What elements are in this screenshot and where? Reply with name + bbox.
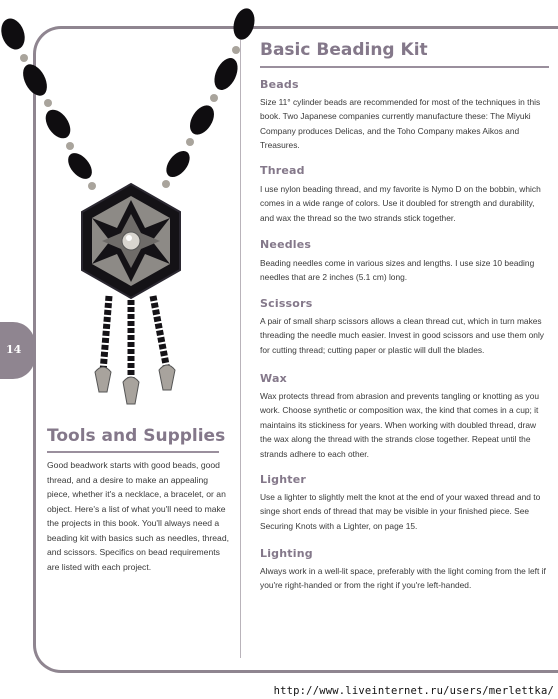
section-needles-heading: Needles	[260, 238, 312, 251]
section-lighter-heading: Lighter	[260, 473, 307, 486]
section-needles-body: Beading needles come in various sizes and lengths. I use size 10 beading needles that are 2 inches (5.1 cm) long.	[260, 258, 535, 283]
hexagon-pendant	[82, 184, 180, 298]
section-scissors-heading: Scissors	[260, 297, 313, 310]
section-thread-heading: Thread	[260, 164, 305, 177]
necklace-strand-left	[0, 15, 97, 190]
left-title-rule	[47, 451, 219, 453]
beaded-necklace-photo	[0, 0, 260, 420]
necklace-strand-right	[162, 6, 258, 188]
section-scissors-body: A pair of small sharp scissors allows a clean thread cut, which in turn makes threading the needle much easier. Invest in good scissors and use them only for cutting thread; cutting paper or plastic will dull the blades.	[260, 316, 544, 355]
basic-beading-kit-title: Basic Beading Kit	[260, 40, 428, 60]
section-wax-body: Wax protects thread from abrasion and prevents tangling or knotting as you work. Choose synthetic or composition wax, the kind that comes in a cup; it maintains its stickiness for years. When working with doubled thread, draw the wax along the thread with the strands close together. Repeat until the strands adhere to each other.	[260, 391, 540, 459]
tools-and-supplies-body: Good beadwork starts with good beads, good thread, and a desire to make an appealing piece, whether it's a necklace, a bracelet, or an object. Here's a list of what you'll need to make the projects in this book. You'll always need a beading kit with basics such as needles, thread, and scissors. Specifics on bead requirements are listed with each project.	[47, 460, 230, 572]
page-number: 14	[6, 343, 22, 356]
pendant-fringe	[95, 296, 175, 404]
watermark-url: http://www.liveinternet.ru/users/merlettka/	[273, 685, 554, 697]
section-lighting-heading: Lighting	[260, 547, 313, 560]
tools-and-supplies-title: Tools and Supplies	[47, 426, 226, 446]
section-beads-body: Size 11° cylinder beads are recommended for most of the techniques in this book. Two Japanese companies currently manufacture these: The Miyuki Company produces Delicas, and the Toho Company makes Aikos and Treasures.	[260, 97, 541, 151]
section-thread-body: I use nylon beading thread, and my favorite is Nymo D on the bobbin, which comes in a wide range of colors. Use it doubled for strength and durability, and wax the thread so the two strands stick together.	[260, 184, 541, 223]
section-lighter-body: Use a lighter to slightly melt the knot at the end of your waxed thread and to singe short ends of thread that may be visible in your finished piece. See Securing Knots with a Lighter, on page 15.	[260, 492, 541, 531]
section-wax-heading: Wax	[260, 372, 287, 385]
main-title-rule	[260, 66, 549, 68]
section-beads-heading: Beads	[260, 78, 299, 91]
section-lighting-body: Always work in a well-lit space, preferably with the light coming from the left if you're right-handed or from the right if you're left-handed.	[260, 566, 546, 591]
